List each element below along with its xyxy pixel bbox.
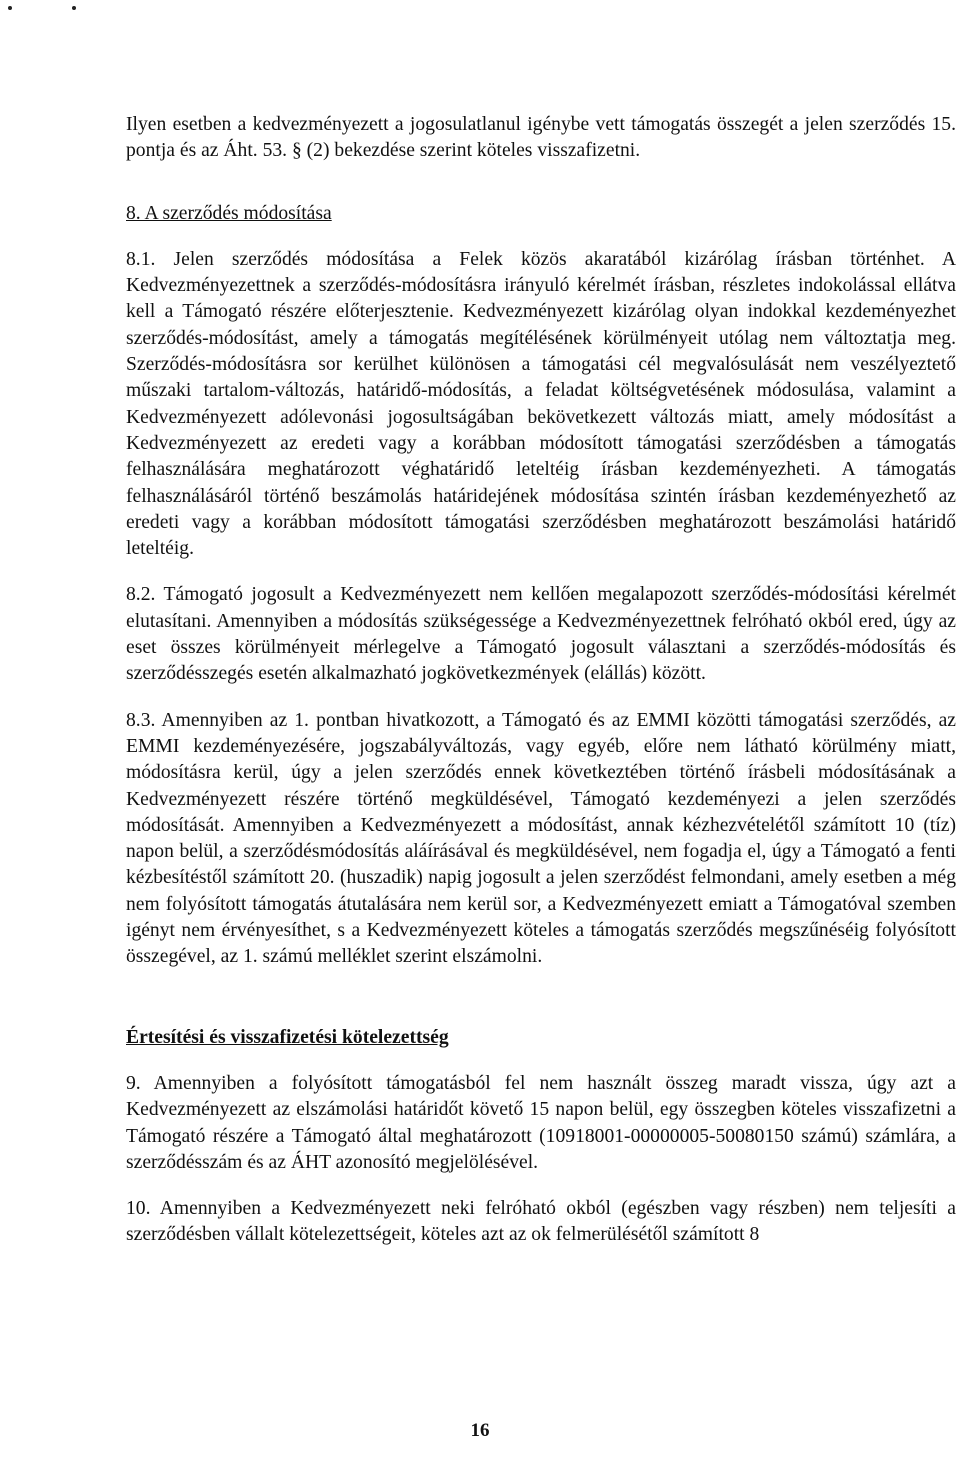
- section-8-heading: 8. A szerződés módosítása: [126, 202, 332, 224]
- paragraph-8-3: 8.3. Amennyiben az 1. pontban hivatkozott, a Támogató és az EMMI közötti támogatási szerződés, az EMMI kezdeményezésére, jogszabályváltozás, vagy egyéb, előre nem látható körülmény miatt, módosításra kerül, úgy a jelen szerződés ennek következtében történő írásbeli módosításának a Kedvezményezett részére történő megküldésével, Támogató kezdeményezi a jelen szerződés módosítását. Amennyiben a Kedvezményezett a módosítást, annak kézhezvételétől számított 10 (tíz) napon belül, a szerződésmódosítás aláírásával és megküldésével, nem fogadja el, úgy a Támogató a fenti kézbesítéstől számított 20. (huszadik) napig jogosult a jelen szerződést felmondani, amely esetben a még nem folyósított támogatás átutalására nem kerül sor, a Kedvezményezett emiatt a Támogatóval szemben igényt nem érvényesíthet, s a Kedvezményezett köteles a támogatás szerződés megszűnéséig folyósított összegével, az 1. számú melléklet szerint elszámolni.: [126, 709, 956, 968]
- intro-paragraph: Ilyen esetben a kedvezményezett a jogosulatlanul igénybe vett támogatás összegét a jelen szerződés 15. pontja és az Áht. 53. § (2) bekezdése szerint köteles visszafizetni.: [126, 114, 956, 162]
- document-body: [126, 112, 956, 1249]
- paragraph-9: 9. Amennyiben a folyósított támogatásból fel nem használt összeg maradt vissza, úgy azt a Kedvezményezett az elszámolási határidőt követő 15 napon belül, egy összegben köteles visszafizetni a Támogató részére a Támogató által meghatározott (10918001-00000005-50080150 számú) számlára, a szerződésszám és az ÁHT azonosító megjelölésével.: [126, 1072, 956, 1173]
- scan-dot: [72, 6, 76, 10]
- notice-heading: Értesítési és visszafizetési kötelezettség: [126, 1026, 449, 1048]
- page-number: 16: [470, 1420, 490, 1441]
- paragraph-8-1: 8.1. Jelen szerződés módosítása a Felek közös akaratából kizárólag írásban történhet. A Kedvezményezettnek a szerződés-módosításra irányuló kérelmét írásban, részletes indokolással ellátva kell a Támogató részére előterjesztenie. Kedvezményezett kizárólag olyan indokkal kezdeményezhet szerződés-módosítást, amely a támogatás megítélésének körülményeit utólag nem változtatja meg. Szerződés-módosításra sor kerülhet különösen a támogatási cél megvalósulását nem veszélyeztető műszaki tartalom-változás, határidő-módosítás, a feladat költségvetésének módosulása, valamint a Kedvezményezett adólevonási jogosultságában bekövetkezett változás miatt, amely módosítást a Kedvezményezett az eredeti vagy a korábban módosított támogatási szerződésben a támogatás felhasználására meghatározott véghatáridő leteltéig írásban kezdeményezheti. A támogatás felhasználásáról történő beszámolás határidejének módosítása szintén írásban kezdeményezhető az eredeti vagy a korábban módosított támogatási szerződésben meghatározott beszámolási határidő leteltéig.: [126, 248, 956, 560]
- paragraph-10: 10. Amennyiben a Kedvezményezett neki felróható okból (egészben vagy részben) nem teljesíti a szerződésben vállalt kötelezettségeit, köteles azt az ok felmerülésétől számított 8: [126, 1198, 956, 1246]
- paragraph-8-2: 8.2. Támogató jogosult a Kedvezményezett nem kellően megalapozott szerződés-módosítási kérelmét elutasítani. Amennyiben a módosítás szükségessége a Kedvezményezettnek felróható okból ered, úgy az eset összes körülményeit mérlegelve a Támogató jogosult választani a szerződés-módosítás és szerződésszegés esetén alkalmazható jogkövetkezmények (elállás) között.: [126, 584, 956, 685]
- scan-dot: [8, 6, 12, 10]
